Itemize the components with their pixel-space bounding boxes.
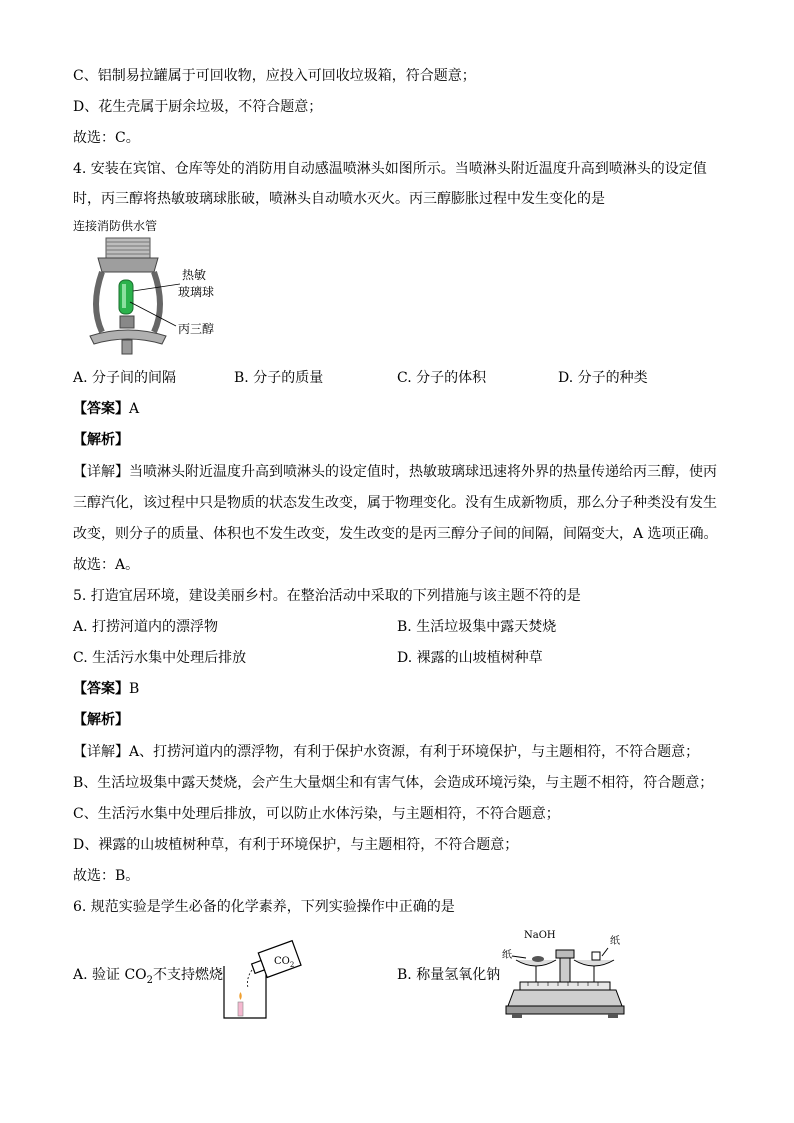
answer-value: A <box>129 401 140 417</box>
text-line-select-c: 故选：C。 <box>73 130 140 146</box>
q4-answer <box>73 400 139 418</box>
q4-option-c: C. 分子的体积 <box>397 370 487 386</box>
co2-label: $CO_2$ <box>274 956 295 969</box>
balance-figure <box>498 926 628 1022</box>
question-4-line-2: 时，丙三醇将热敏玻璃球胀破，喷淋头自动喷水灭火。丙三醇膨胀过程中发生变化的是 <box>73 191 605 207</box>
q5-detail-1: 【详解】A、打捞河道内的漂浮物，有利于保护水资源，有利于环境保护，与主题相符，不符合题意； <box>73 744 700 760</box>
q5-detail-4: D、裸露的山坡植树种草，有利于环境保护，与主题相符，不符合题意； <box>73 837 519 853</box>
q5-option-a: A. 打捞河道内的漂浮物 <box>73 619 219 635</box>
label-glycerol: 丙三醇 <box>178 322 215 336</box>
q5-detail-3: C、生活污水集中处理后排放，可以防止水体污染，与主题相符，不符合题意； <box>73 806 560 822</box>
q4-analysis-tag: 【解析】 <box>73 432 129 448</box>
label-paper-left: 纸 <box>502 950 512 961</box>
sprinkler-caption: 连接消防供水管 <box>73 219 158 233</box>
q4-detail-2: 三醇汽化，该过程中只是物质的状态发生改变，属于物理变化。没有生成新物质，那么分子种类没有发生 <box>73 495 717 511</box>
q5-select: 故选：B。 <box>73 868 140 884</box>
answer-tag: 【答案】 <box>73 681 129 697</box>
question-5-line-1: 5. 打造宜居环境，建设美丽乡村。在整治活动中采取的下列措施与该主题不符的是 <box>73 588 581 604</box>
label-glass-bulb: 玻璃球 <box>178 285 215 299</box>
q4-select: 故选：A。 <box>73 557 140 573</box>
q4-detail-3: 改变，则分子的质量、体积也不发生改变，发生改变的是丙三醇分子间的间隔，间隔变大，A 选项正确。 <box>73 526 718 542</box>
q4-detail-1: 【详解】当喷淋头附近温度升高到喷淋头的设定值时，热敏玻璃球迅速将外界的热量传递给丙三醇，使丙 <box>73 464 717 480</box>
label-naoh: NaOH <box>524 930 556 941</box>
q6-option-a: A. 验证 $CO_2$不支持燃烧 <box>73 967 224 986</box>
text-line-d-shell: D、花生壳属于厨余垃圾，不符合题意； <box>73 99 323 115</box>
answer-value: B <box>129 681 140 697</box>
q5-option-b: B. 生活垃圾集中露天焚烧 <box>397 619 557 635</box>
q5-detail-2: B、生活垃圾集中露天焚烧，会产生大量烟尘和有害气体，会造成环境污染，与主题不相符，符合题意； <box>73 775 714 791</box>
question-4-line-1: 4. 安装在宾馆、仓库等处的消防用自动感温喷淋头如图所示。当喷淋头附近温度升高到喷淋头的设定值 <box>73 161 707 177</box>
q4-option-b: B. 分子的质量 <box>234 370 324 386</box>
question-6-line-1: 6. 规范实验是学生必备的化学素养，下列实验操作中正确的是 <box>73 899 455 915</box>
label-paper-right: 纸 <box>610 936 620 947</box>
answer-tag: 【答案】 <box>73 401 129 417</box>
label-heat-sensitive: 热敏 <box>182 268 207 282</box>
co2-pour-figure <box>218 938 308 1022</box>
q4-option-a: A. 分子间的间隔 <box>73 370 177 386</box>
sprinkler-figure <box>80 236 250 364</box>
text-line-c-can: C、铝制易拉罐属于可回收物，应投入可回收垃圾箱，符合题意； <box>73 68 476 84</box>
q5-analysis-tag: 【解析】 <box>73 712 129 728</box>
q4-option-d: D. 分子的种类 <box>558 370 648 386</box>
q5-answer <box>73 680 139 698</box>
q5-option-c: C. 生活污水集中处理后排放 <box>73 650 247 666</box>
q6-option-b: B. 称量氢氧化钠 <box>397 967 501 983</box>
q5-option-d: D. 裸露的山坡植树种草 <box>397 650 543 666</box>
